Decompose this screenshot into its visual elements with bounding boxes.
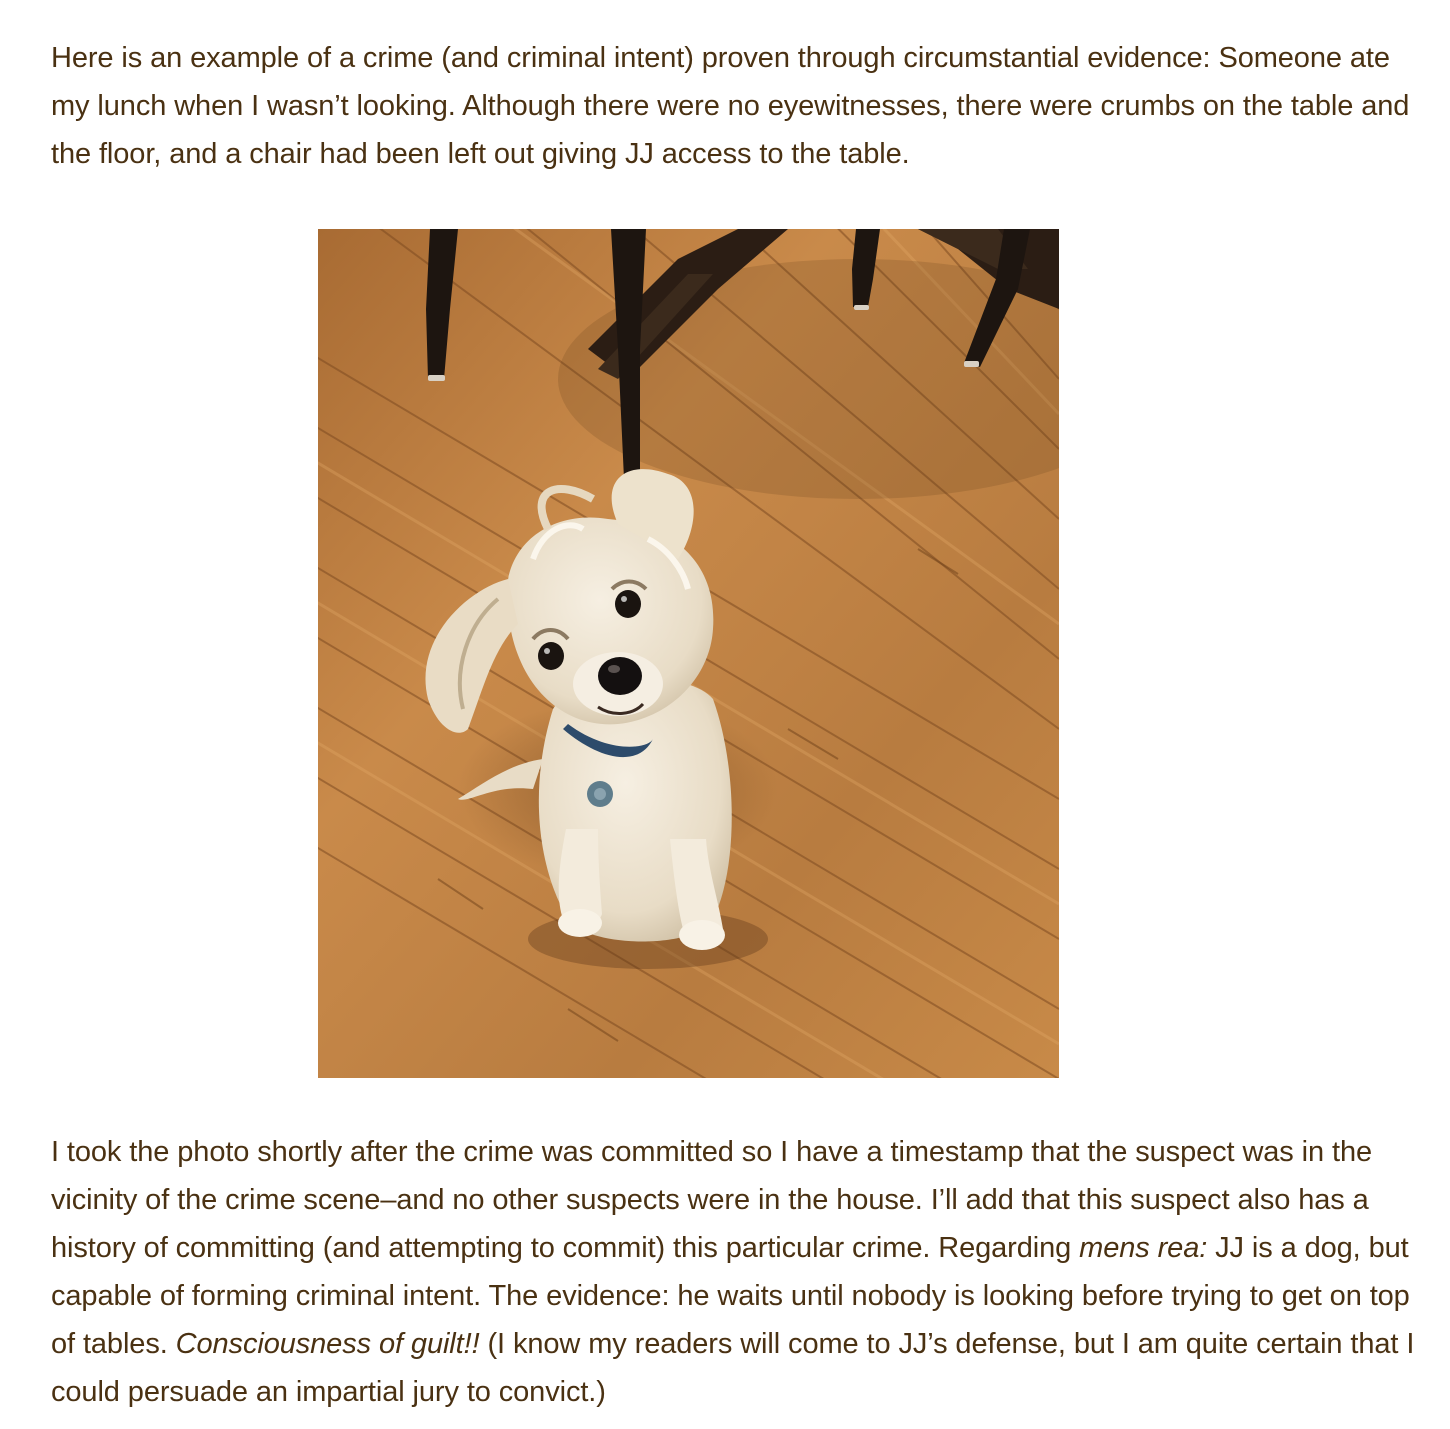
article-body xyxy=(51,34,1411,178)
dog-nose xyxy=(598,657,642,695)
paragraph-intro: Here is an example of a crime (and criminal intent) proven through circumstantial evidence: Someone ate my lunch when I wasn’t looking. Although there were no eyewitnesses, there were crumbs on the table and the floor, and a chair had been left out giving JJ access to the table. xyxy=(51,42,1410,170)
paragraph-evidence-text-1: I took the photo shortly after the crime was committed so I have a timestamp that the suspect was in the vicinity of the crime scene–and no other suspects were in the house. I’ll add that this suspect also has a history of committing (and attempting to commit) this particular crime. Regarding xyxy=(51,1136,1373,1264)
paragraph-evidence xyxy=(51,1128,1416,1416)
dog-eye-left xyxy=(538,642,564,670)
dog-photo-illustration xyxy=(318,229,1059,1078)
consciousness-of-guilt-emphasis: Consciousness of guilt!! xyxy=(175,1328,480,1360)
dog-photo xyxy=(318,229,1059,1078)
mens-rea-emphasis: mens rea: xyxy=(1079,1232,1208,1264)
paragraph-evidence-text-2: JJ is a dog, but capable of forming criminal intent. The evidence: he waits until nobody is looking before trying to get on top of tables. xyxy=(51,1232,1410,1360)
dog-eye-right xyxy=(615,590,641,618)
paragraph-evidence-text-3: (I know my readers will come to JJ’s defense, but I am quite certain that I could persuade an impartial jury to convict.) xyxy=(51,1328,1415,1408)
article-body-2 xyxy=(51,1128,1416,1416)
